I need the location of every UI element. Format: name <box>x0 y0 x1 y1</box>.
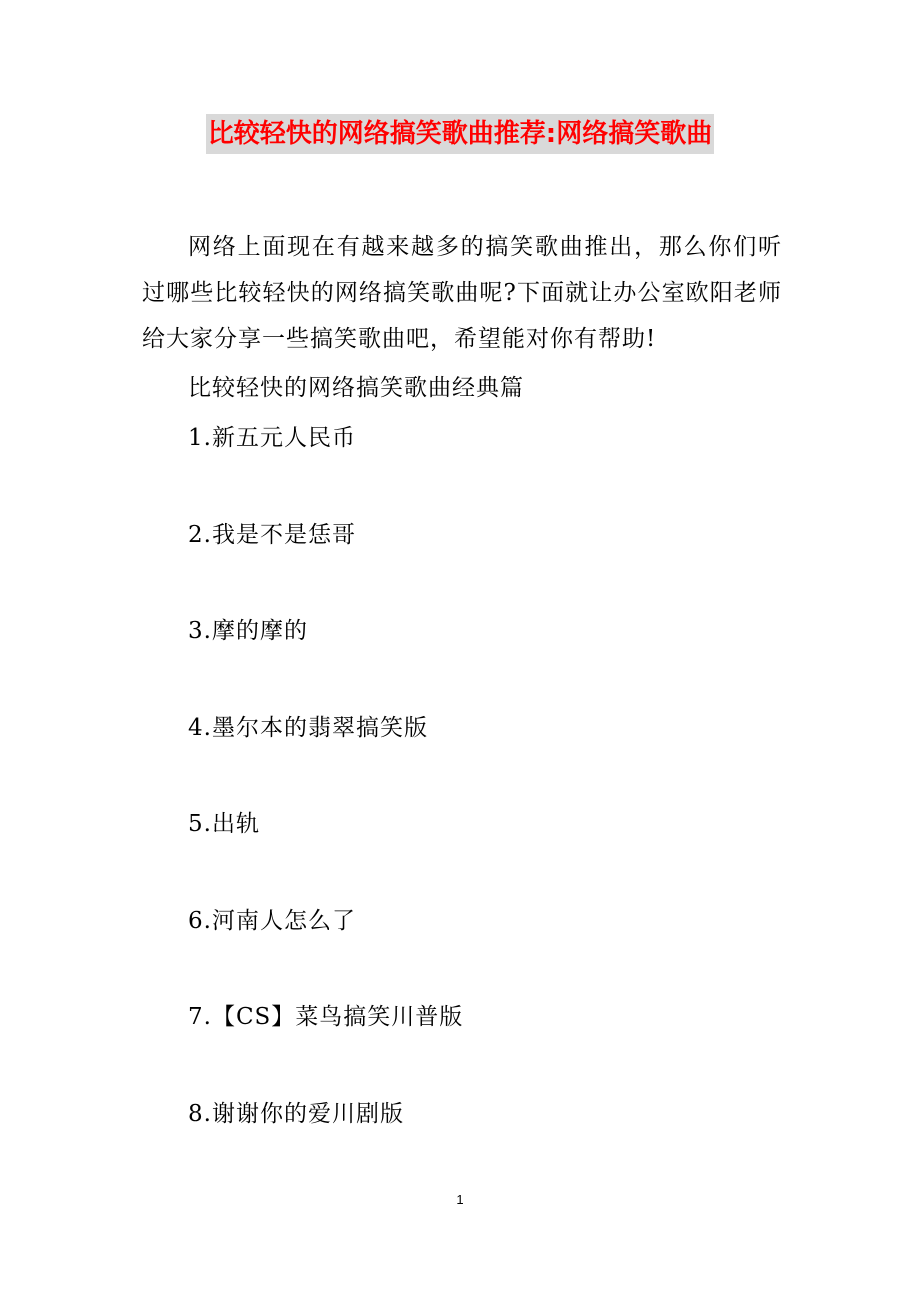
song-item-1: 1.新五元人民币 <box>188 425 356 451</box>
section-subheading: 比较轻快的网络搞笑歌曲经典篇 <box>188 375 524 401</box>
song-item-5: 5.出轨 <box>188 811 260 837</box>
page-number: 1 <box>456 1192 464 1207</box>
song-item-7: 7.【CS】菜鸟搞笑川普版 <box>188 1004 464 1030</box>
document-title: 比较轻快的网络搞笑歌曲推荐:网络搞笑歌曲 <box>206 114 714 154</box>
song-item-3: 3.摩的摩的 <box>188 618 308 644</box>
song-item-2: 2.我是不是恁哥 <box>188 521 356 548</box>
song-item-6: 6.河南人怎么了 <box>188 907 356 934</box>
intro-paragraph: 网络上面现在有越来越多的搞笑歌曲推出，那么你们听过哪些比较轻快的网络搞笑歌曲呢?下面就让办公室欧阳老师给大家分享一些搞笑歌曲吧，希望能对你有帮助! <box>142 234 782 352</box>
song-list <box>188 416 463 1188</box>
song-item-8: 8.谢谢你的爱川剧版 <box>188 1100 404 1127</box>
song-item-4: 4.墨尔本的翡翠搞笑版 <box>188 714 428 741</box>
title-container <box>0 114 920 154</box>
